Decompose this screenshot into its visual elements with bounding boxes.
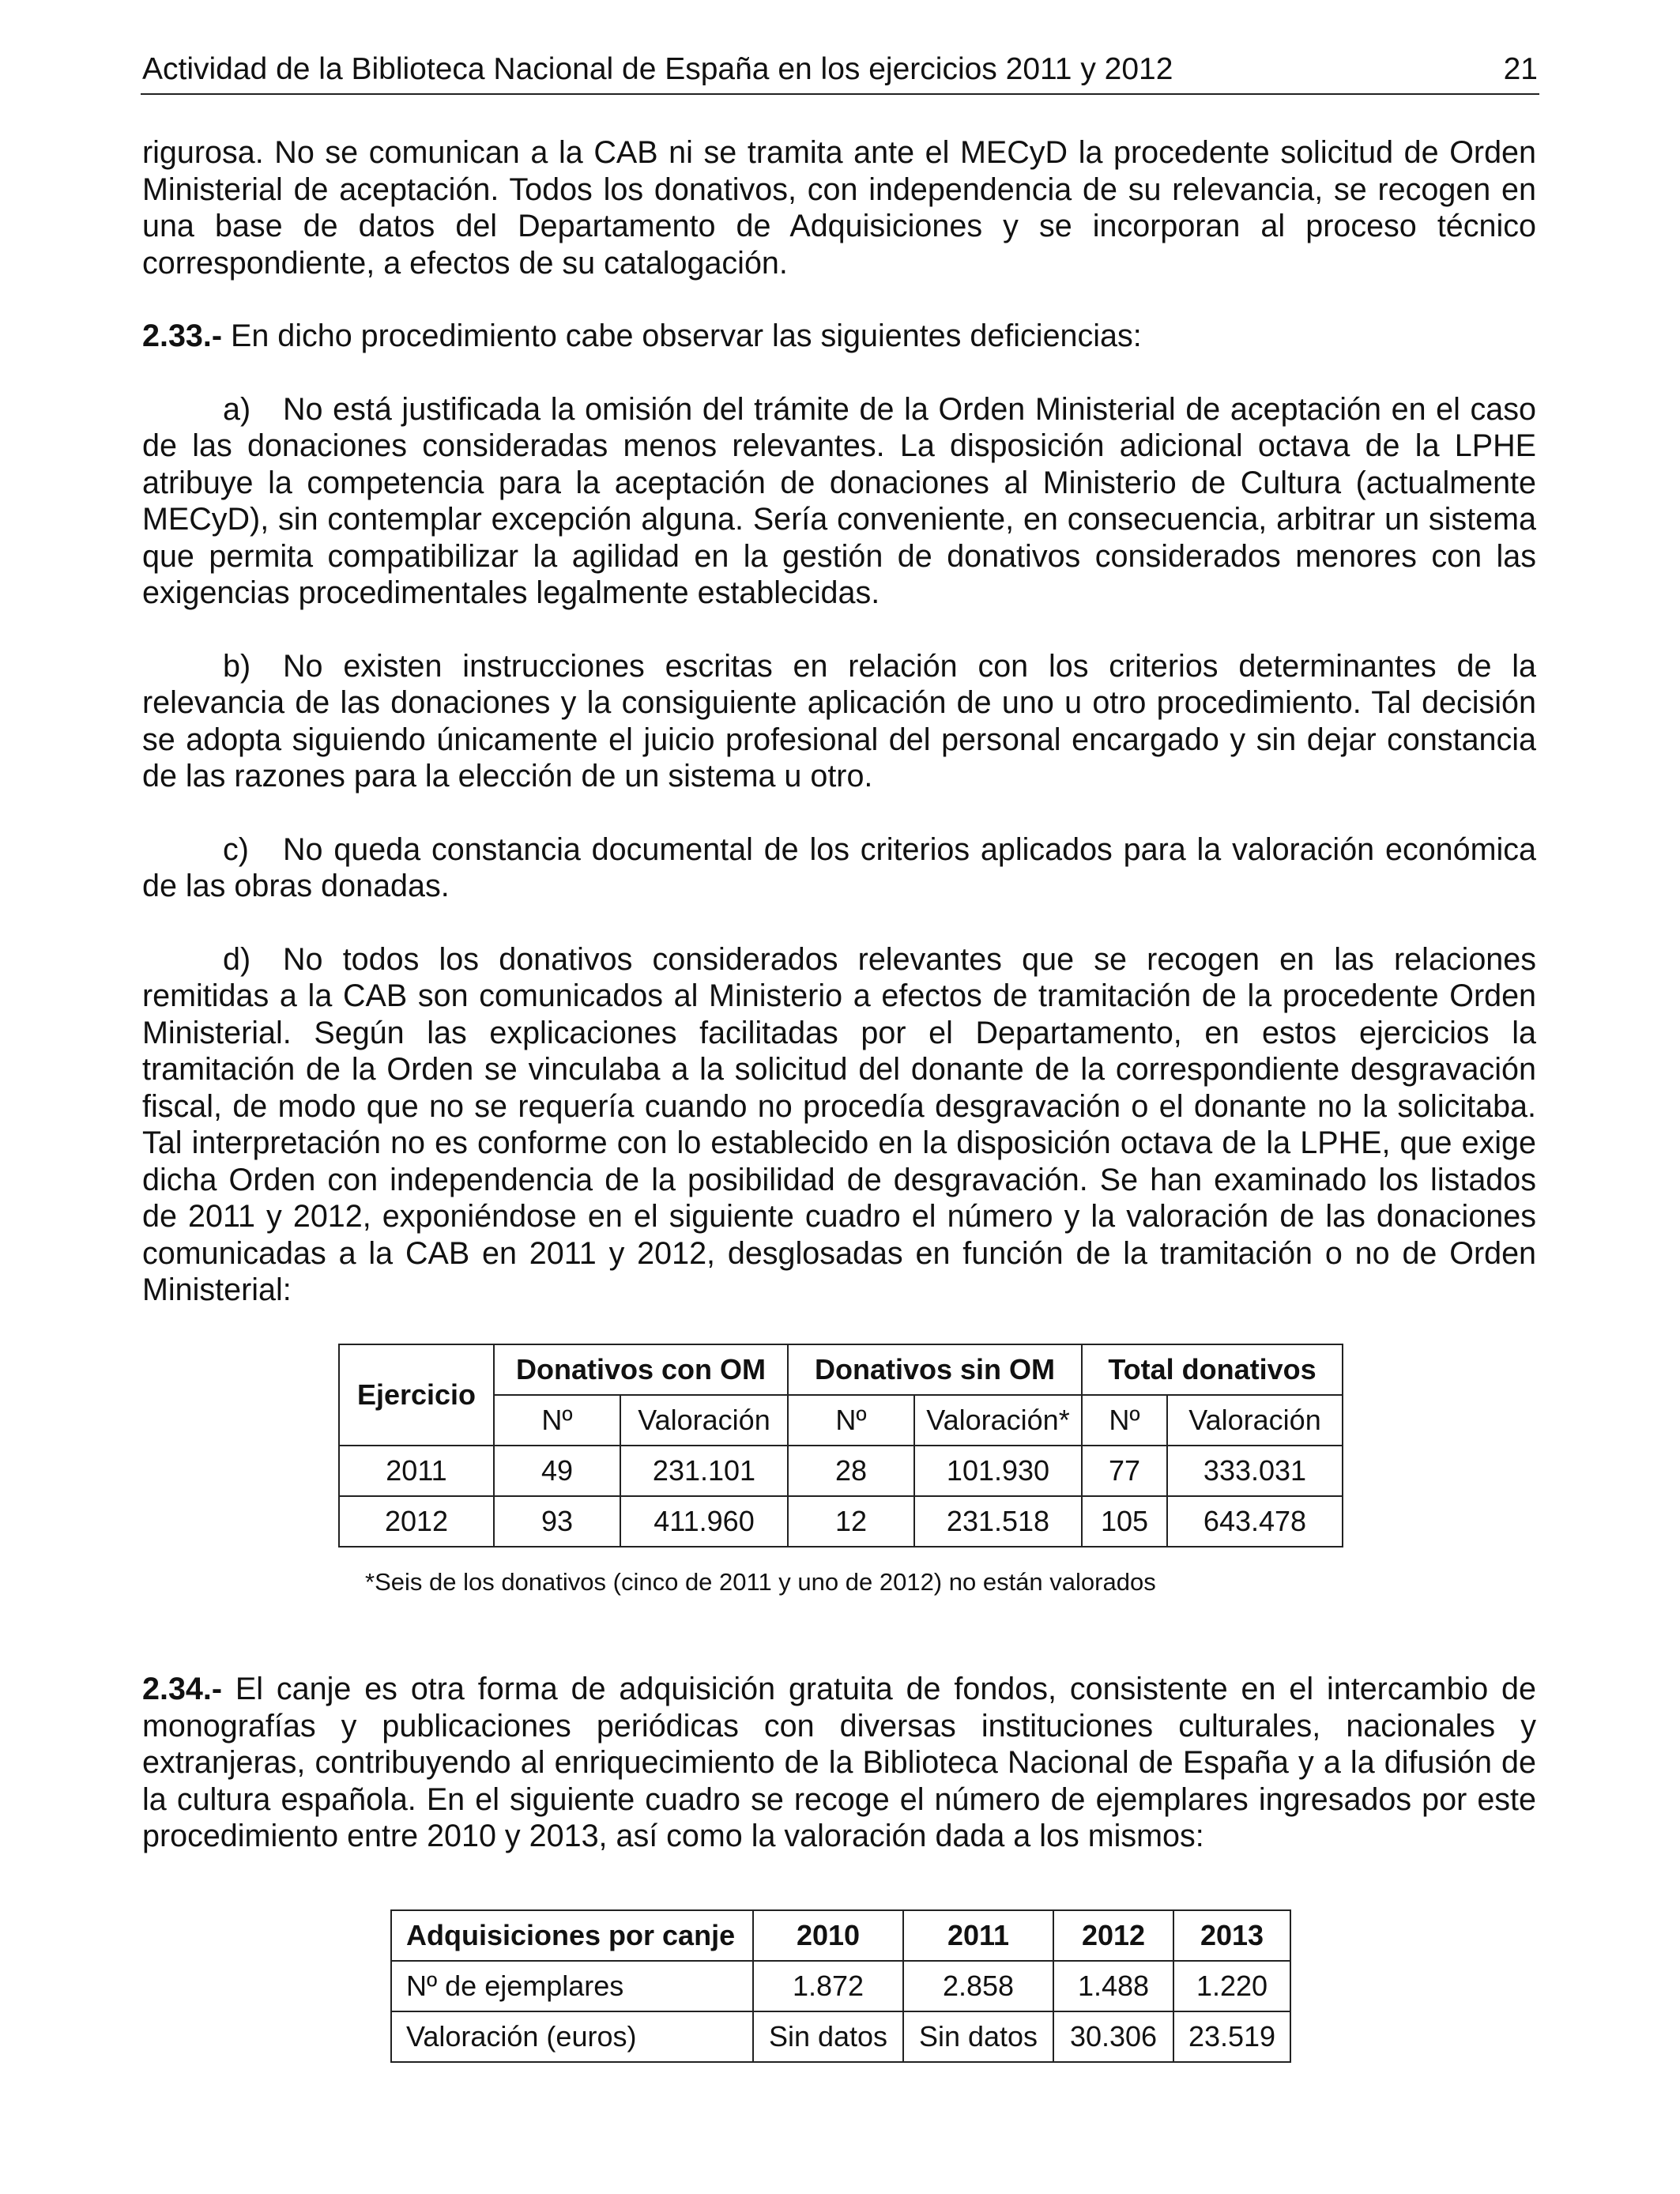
header-cell: Donativos sin OM xyxy=(788,1344,1082,1395)
table-cell: 231.101 xyxy=(620,1446,788,1496)
item-text: No existen instrucciones escritas en relación con los criterios determinantes de la relevancia de las donaciones y la consiguiente aplicación de uno u otro procedimiento. Tal decisión se adopta siguiendo únicamente el juicio profesional del personal encargado y sin dejar constancia de las razones para la elección de un sistema u otro. xyxy=(142,648,1536,794)
table-cell: 12 xyxy=(788,1496,914,1547)
table-row xyxy=(391,1961,1290,2011)
item-c xyxy=(142,831,1536,905)
table-cell: 77 xyxy=(1082,1446,1167,1496)
item-text: No queda constancia documental de los criterios aplicados para la valoración económica de las obras donadas. xyxy=(142,831,1536,903)
header-cell: Nº xyxy=(494,1395,620,1446)
table-cell: 2012 xyxy=(339,1496,494,1547)
table-cell: Valoración (euros) xyxy=(391,2011,753,2062)
table-row xyxy=(391,2011,1290,2062)
table-cell: 49 xyxy=(494,1446,620,1496)
section-text: El canje es otra forma de adquisición gratuita de fondos, consistente en el intercambio de monografías y publicaciones periódicas con diversas instituciones culturales, nacionales y extranjeras, contribuyendo al enriquecimiento de la Biblioteca Nacional de España y a la difusión de la cultura española. En el siguiente cuadro se recoge el número de ejemplares ingresados por este procedimiento entre 2010 y 2013, así como la valoración dada a los mismos: xyxy=(142,1672,1536,1853)
running-title: Actividad de la Biblioteca Nacional de España en los ejercicios 2011 y 2012 xyxy=(142,52,1173,86)
section-2-34 xyxy=(142,1671,1536,1855)
table-cell: Sin datos xyxy=(903,2011,1053,2062)
table-cell: 1.220 xyxy=(1173,1961,1290,2011)
item-label: d) xyxy=(223,941,251,977)
item-text: No todos los donativos considerados relevantes que se recogen en las relaciones remitidas a la CAB son comunicados al Ministerio a efectos de tramitación de la procedente Orden Ministerial. Según las explicaciones facilitadas por el Departamento, en estos ejercicios la tramitación de la Orden se vinculaba a la solicitud del donante de la correspondiente desgravación fiscal, de modo que no se requería cuando no procedía desgravación o el donante no la solicitaba. Tal interpretación no es conforme con lo establecido en la disposición octava de la LPHE, que exige dicha Orden con independencia de la posibilidad de desgravación. Se han examinado los listados de 2011 y 2012, exponiéndose en el siguiente cuadro el número y la valoración de las donaciones comunicadas a la CAB en 2011 y 2012, desglosadas en función de la tramitación o no de Orden Ministerial: xyxy=(142,941,1536,1307)
header-cell: Valoración* xyxy=(914,1395,1082,1446)
section-number: 2.33.- xyxy=(142,319,223,353)
header-cell: 2011 xyxy=(903,1910,1053,1961)
item-label: b) xyxy=(223,648,251,684)
item-label: c) xyxy=(223,831,249,867)
table-cell: 2011 xyxy=(339,1446,494,1496)
item-a xyxy=(142,391,1536,612)
canje-table xyxy=(390,1909,1291,2063)
section-text: En dicho procedimiento cabe observar las siguientes deficiencias: xyxy=(222,319,1142,353)
table-header-row xyxy=(339,1344,1343,1395)
body-text xyxy=(142,134,1536,1309)
table-cell: 93 xyxy=(494,1496,620,1547)
header-cell: 2010 xyxy=(753,1910,903,1961)
header-cell: Ejercicio xyxy=(339,1344,494,1446)
page-number: 21 xyxy=(1503,52,1538,86)
table-cell: 28 xyxy=(788,1446,914,1496)
table-cell: 23.519 xyxy=(1173,2011,1290,2062)
page-header xyxy=(141,49,1539,95)
table-cell: 411.960 xyxy=(620,1496,788,1547)
table-cell: 333.031 xyxy=(1167,1446,1343,1496)
donativos-table xyxy=(338,1344,1343,1547)
item-b xyxy=(142,648,1536,795)
header-cell: Donativos con OM xyxy=(494,1344,788,1395)
table-cell: 1.872 xyxy=(753,1961,903,2011)
header-cell: Valoración xyxy=(1167,1395,1343,1446)
table-row xyxy=(339,1496,1343,1547)
section-2-33 xyxy=(142,318,1536,355)
header-cell: Valoración xyxy=(620,1395,788,1446)
table-cell: 231.518 xyxy=(914,1496,1082,1547)
table-header-row xyxy=(391,1910,1290,1961)
item-text: No está justificada la omisión del trámite de la Orden Ministerial de aceptación en el caso de las donaciones consideradas menos relevantes. La disposición adicional octava de la LPHE atribuye la competencia para la aceptación de donaciones al Ministerio de Cultura (actualmente MECyD), sin contemplar excepción alguna. Sería conveniente, en consecuencia, arbitrar un sistema que permita compatibilizar la agilidad en la gestión de donativos considerados menores con las exigencias procedimentales legalmente establecidas. xyxy=(142,391,1536,610)
header-cell: Total donativos xyxy=(1082,1344,1343,1395)
table-cell: Sin datos xyxy=(753,2011,903,2062)
table-cell: Nº de ejemplares xyxy=(391,1961,753,2011)
table-cell: 2.858 xyxy=(903,1961,1053,2011)
header-cell: 2013 xyxy=(1173,1910,1290,1961)
header-cell: Adquisiciones por canje xyxy=(391,1910,753,1961)
header-cell: 2012 xyxy=(1053,1910,1173,1961)
table-cell: 101.930 xyxy=(914,1446,1082,1496)
section-number: 2.34.- xyxy=(142,1672,223,1706)
header-cell: Nº xyxy=(788,1395,914,1446)
table-row xyxy=(339,1446,1343,1496)
table-cell: 643.478 xyxy=(1167,1496,1343,1547)
table-cell: 105 xyxy=(1082,1496,1167,1547)
intro-paragraph: rigurosa. No se comunican a la CAB ni se tramita ante el MECyD la procedente solicitud de Orden Ministerial de aceptación. Todos los donativos, con independencia de su relevancia, se recogen en una base de datos del Departamento de Adquisiciones y se incorporan al proceso técnico correspondiente, a efectos de su catalogación. xyxy=(142,135,1536,281)
table-cell: 30.306 xyxy=(1053,2011,1173,2062)
table-cell: 1.488 xyxy=(1053,1961,1173,2011)
header-cell: Nº xyxy=(1082,1395,1167,1446)
table-footnote: *Seis de los donativos (cinco de 2011 y uno de 2012) no están valorados xyxy=(365,1568,1156,1596)
item-label: a) xyxy=(223,391,251,427)
item-d xyxy=(142,941,1536,1309)
